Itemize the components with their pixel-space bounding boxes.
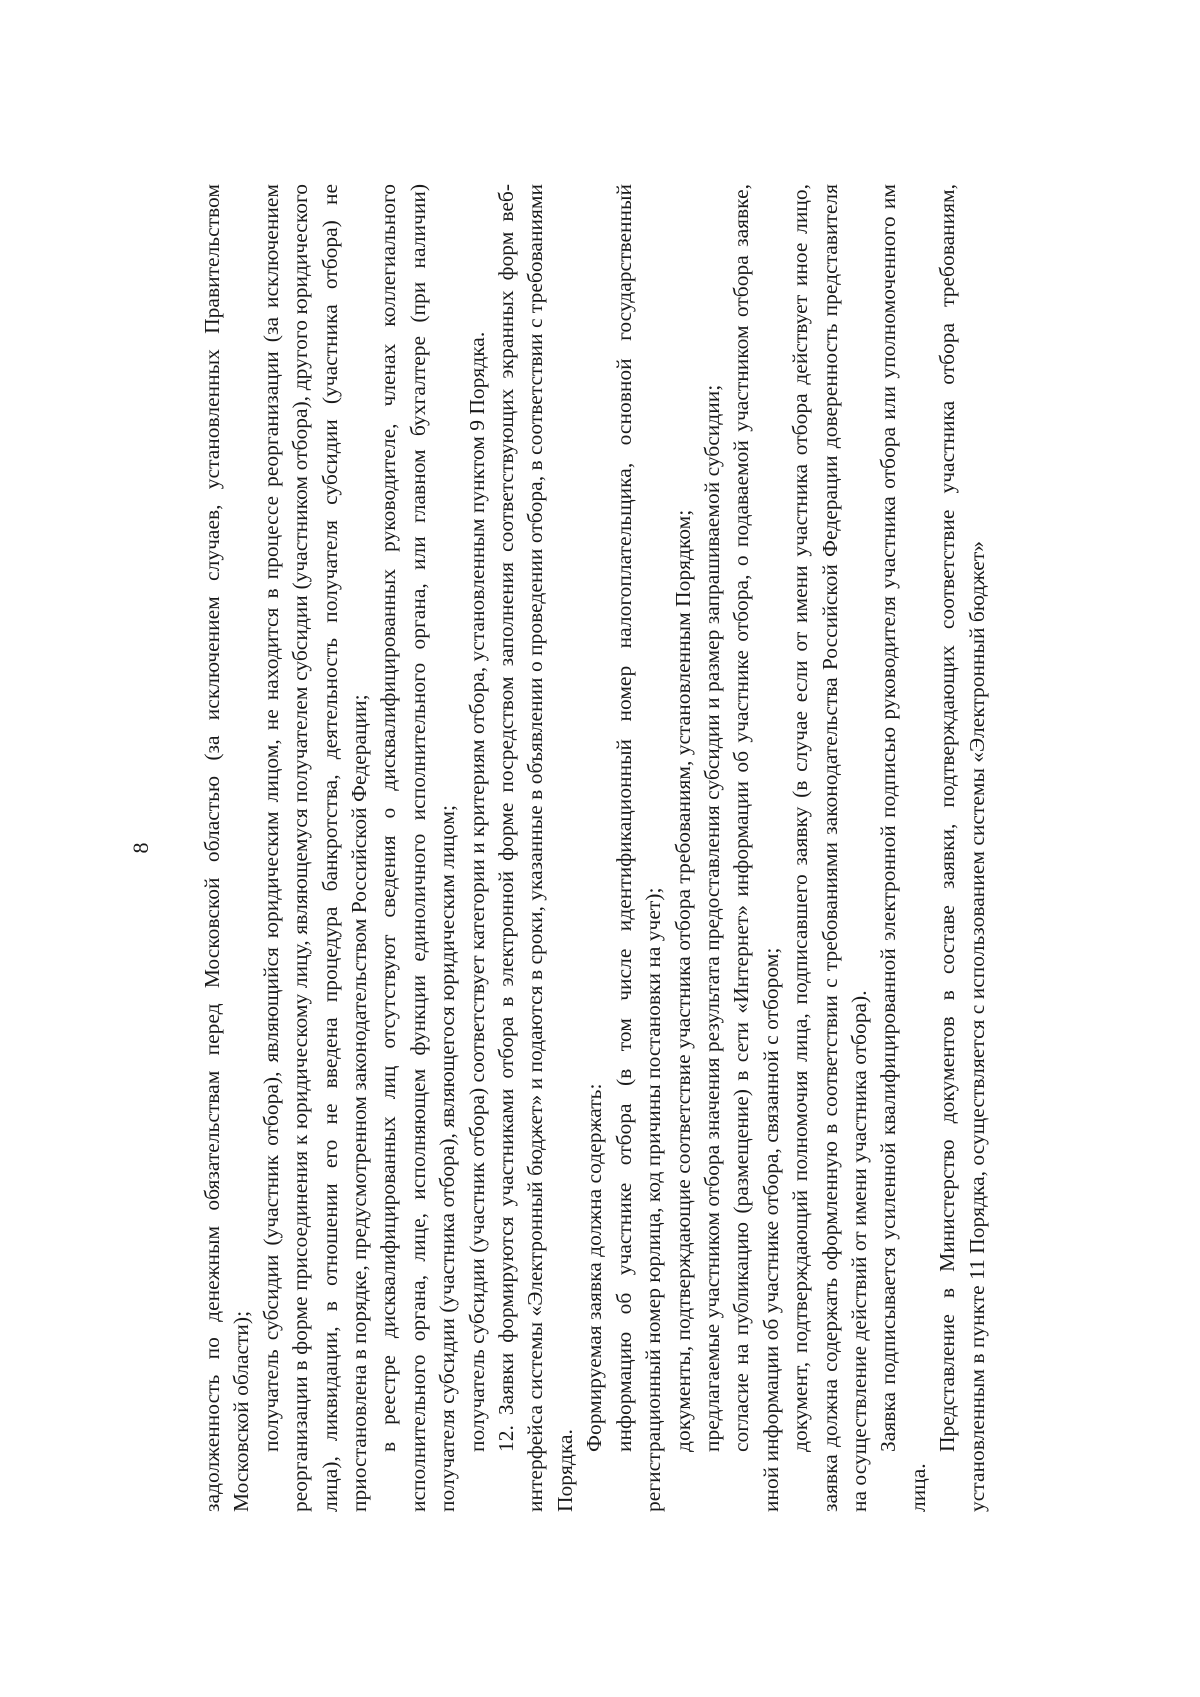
paragraph: получатель субсидии (участник отбора) соответствует категории и критериям отбора, установленным пунктом 9 Порядка. (464, 331, 489, 1452)
paragraph: документы, подтверждающие соответствие участника отбора требованиям, установленным Порядком; (670, 509, 695, 1452)
paragraph: Представление в Министерство документов в составе заявки, подтверждающих соответствие участника отбора требованиям, установленным в пункте 11 Порядка, осуществляется с использованием системы «Электронный бюджет» (935, 184, 989, 1512)
paragraph: получатель субсидии (участник отбора), являющийся юридическим лицом, не находится в процессе реорганизации (за исключением реорганизации в форме присоединения к юридическому лицу, являющемуся получателем субсидии (участником отбора), другого юридического лица), ликвидации, в отношении его не введена процедура банкротства, деятельность получателя субсидии (участника отбора) не приостановлена в порядке, предусмотренном законодательством Российской Федерации; (258, 184, 372, 1512)
rotated-content (120, 138, 1080, 1558)
paragraph: информацию об участнике отбора (в том числе идентификационный номер налогоплательщика, основной государственный регистрационный номер юрлица, код причины постановки на учет); (611, 184, 666, 1512)
page-number: 8 (128, 842, 153, 854)
paragraph: 12. Заявки формируются участниками отбора в электронной форме посредством заполнения соответствующих экранных форм веб-интерфейса системы «Электронный бюджет» и подаются в сроки, указанные в объявлении о проведении отбора, в соответствии с требованиями Порядка. (494, 184, 577, 1512)
paragraph: задолженность по денежным обязательствам перед Московской областью (за исключением случаев, установленных Правительством Московской области); (200, 184, 254, 1512)
paragraph: Заявка подписывается усиленной квалифицированной электронной подписью руководителя участника отбора или уполномоченного им лица. (876, 184, 930, 1512)
paragraph: в реестре дисквалифицированных лиц отсутствуют сведения о дисквалифицированных руководителе, членах коллегиального исполнительного органа, лице, исполняющем функции единоличного исполнительного органа, или главном бухгалтере (при наличии) получателя субсидии (участника отбора), являющегося юридическим лицом; (376, 184, 460, 1512)
paragraph: документ, подтверждающий полномочия лица, подписавшего заявку (в случае если от имени участника отбора действует иное лицо, заявка должна содержать оформленную в соответствии с требованиями законодательства Российской Федерации доверенность представителя на осуществление действий от имени участника отбора). (788, 184, 871, 1512)
paragraph: Формируемая заявка должна содержать: (582, 1083, 607, 1452)
paragraph: согласие на публикацию (размещение) в сети «Интернет» информации об участнике отбора, о подаваемой участником отбора заявке, иной информации об участнике отбора, связанной с отбором; (729, 184, 783, 1512)
paragraph: предлагаемые участником отбора значения результата предоставления субсидии и размер запрашиваемой субсидии; (699, 384, 724, 1452)
body-text (198, 184, 992, 1512)
